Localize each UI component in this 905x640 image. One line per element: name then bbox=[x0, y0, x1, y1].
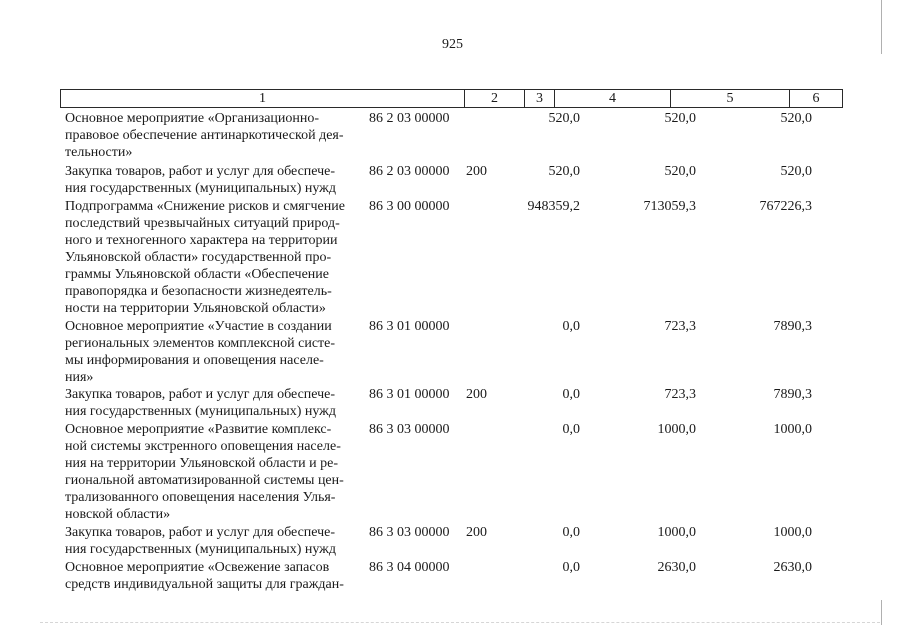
row-name-line: Основное мероприятие «Участие в создании bbox=[65, 319, 332, 334]
header-col-6: 6 bbox=[812, 91, 820, 106]
row-name-line: Закупка товаров, работ и услуг для обеспече- bbox=[65, 525, 336, 540]
scan-margin-line bbox=[881, 600, 882, 625]
row-name-line: ния на территории Ульяновской области и ре- bbox=[65, 456, 338, 471]
row-name bbox=[65, 524, 361, 558]
row-name-line: правовое обеспечение антинаркотической дея- bbox=[65, 128, 344, 143]
row-name-line: трализованного оповещения населения Улья- bbox=[65, 490, 336, 505]
row-value-6: 2630,0 bbox=[773, 560, 812, 575]
page-number: 925 bbox=[442, 37, 463, 52]
row-type: 200 bbox=[466, 387, 487, 402]
row-name-line: ния государственных (муниципальных) нужд bbox=[65, 542, 336, 557]
row-name-line: ного и техногенного характера на территории bbox=[65, 233, 338, 248]
row-value-6: 520,0 bbox=[780, 164, 812, 179]
header-col-1: 1 bbox=[61, 90, 465, 107]
row-name-line: Ульяновской области» государственной про- bbox=[65, 250, 332, 265]
header-col-5: 5 bbox=[671, 90, 790, 107]
row-code: 86 3 04 00000 bbox=[369, 560, 450, 575]
row-value-5: 713059,3 bbox=[643, 199, 696, 214]
row-value-6: 7890,3 bbox=[773, 319, 812, 334]
row-type: 200 bbox=[466, 164, 487, 179]
row-value-5: 520,0 bbox=[664, 111, 696, 126]
row-name-line: Подпрограмма «Снижение рисков и смягчение bbox=[65, 199, 345, 214]
row-name-line: Основное мероприятие «Освежение запасов bbox=[65, 560, 330, 575]
row-value-6: 7890,3 bbox=[773, 387, 812, 402]
row-code: 86 3 03 00000 bbox=[369, 422, 450, 437]
row-value-4: 0,0 bbox=[562, 560, 580, 575]
row-value-5: 723,3 bbox=[664, 319, 696, 334]
row-name-line: ния государственных (муниципальных) нужд bbox=[65, 181, 336, 196]
row-name-line: ния государственных (муниципальных) нужд bbox=[65, 404, 336, 419]
scan-bottom-edge bbox=[40, 622, 880, 624]
row-value-5: 1000,0 bbox=[657, 422, 696, 437]
row-code: 86 3 01 00000 bbox=[369, 387, 450, 402]
header-col-2: 2 bbox=[465, 90, 525, 107]
row-name bbox=[65, 386, 361, 420]
row-value-4: 0,0 bbox=[562, 525, 580, 540]
row-name-line: новской области» bbox=[65, 507, 171, 522]
row-value-5: 1000,0 bbox=[657, 525, 696, 540]
row-name bbox=[65, 559, 361, 593]
row-name-line: правопорядка и безопасности жизнедеятель- bbox=[65, 284, 332, 299]
row-name bbox=[65, 198, 361, 317]
row-name-line: Основное мероприятие «Организационно- bbox=[65, 111, 320, 126]
row-name-line: гиональной автоматизированной системы цен- bbox=[65, 473, 344, 488]
row-name-line: средств индивидуальной защиты для граждан- bbox=[65, 577, 344, 592]
row-name-line: Основное мероприятие «Развитие комплекс- bbox=[65, 422, 332, 437]
row-value-4: 948359,2 bbox=[527, 199, 580, 214]
row-name-line: ния» bbox=[65, 370, 94, 385]
row-value-5: 520,0 bbox=[664, 164, 696, 179]
row-code: 86 2 03 00000 bbox=[369, 111, 450, 126]
row-name-line: тельности» bbox=[65, 145, 133, 160]
row-name bbox=[65, 421, 361, 523]
row-value-4: 0,0 bbox=[562, 387, 580, 402]
row-type: 200 bbox=[466, 525, 487, 540]
row-value-5: 723,3 bbox=[664, 387, 696, 402]
table-header bbox=[60, 89, 843, 108]
row-name-line: ности на территории Ульяновской области» bbox=[65, 301, 326, 316]
row-name-line: Закупка товаров, работ и услуг для обеспече- bbox=[65, 387, 336, 402]
row-value-6: 1000,0 bbox=[773, 525, 812, 540]
row-code: 86 3 03 00000 bbox=[369, 525, 450, 540]
row-code: 86 3 00 00000 bbox=[369, 199, 450, 214]
row-name-line: ной системы экстренного оповещения населе- bbox=[65, 439, 341, 454]
row-value-6: 520,0 bbox=[780, 111, 812, 126]
header-col-4: 4 bbox=[555, 90, 671, 107]
row-code: 86 2 03 00000 bbox=[369, 164, 450, 179]
row-value-6: 767226,3 bbox=[759, 199, 812, 214]
row-name bbox=[65, 318, 361, 386]
row-name bbox=[65, 110, 361, 161]
row-value-4: 0,0 bbox=[562, 422, 580, 437]
row-name-line: мы информирования и оповещения населе- bbox=[65, 353, 324, 368]
row-value-6: 1000,0 bbox=[773, 422, 812, 437]
row-name-line: граммы Ульяновской области «Обеспечение bbox=[65, 267, 329, 282]
row-name bbox=[65, 163, 361, 197]
row-value-4: 520,0 bbox=[548, 164, 580, 179]
row-value-4: 0,0 bbox=[562, 319, 580, 334]
row-value-4: 520,0 bbox=[548, 111, 580, 126]
row-name-line: региональных элементов комплексной систе- bbox=[65, 336, 336, 351]
row-value-5: 2630,0 bbox=[657, 560, 696, 575]
header-col-3: 3 bbox=[525, 90, 555, 107]
scan-margin-line bbox=[881, 0, 882, 54]
row-name-line: последствий чрезвычайных ситуаций природ- bbox=[65, 216, 340, 231]
row-code: 86 3 01 00000 bbox=[369, 319, 450, 334]
row-name-line: Закупка товаров, работ и услуг для обеспече- bbox=[65, 164, 336, 179]
